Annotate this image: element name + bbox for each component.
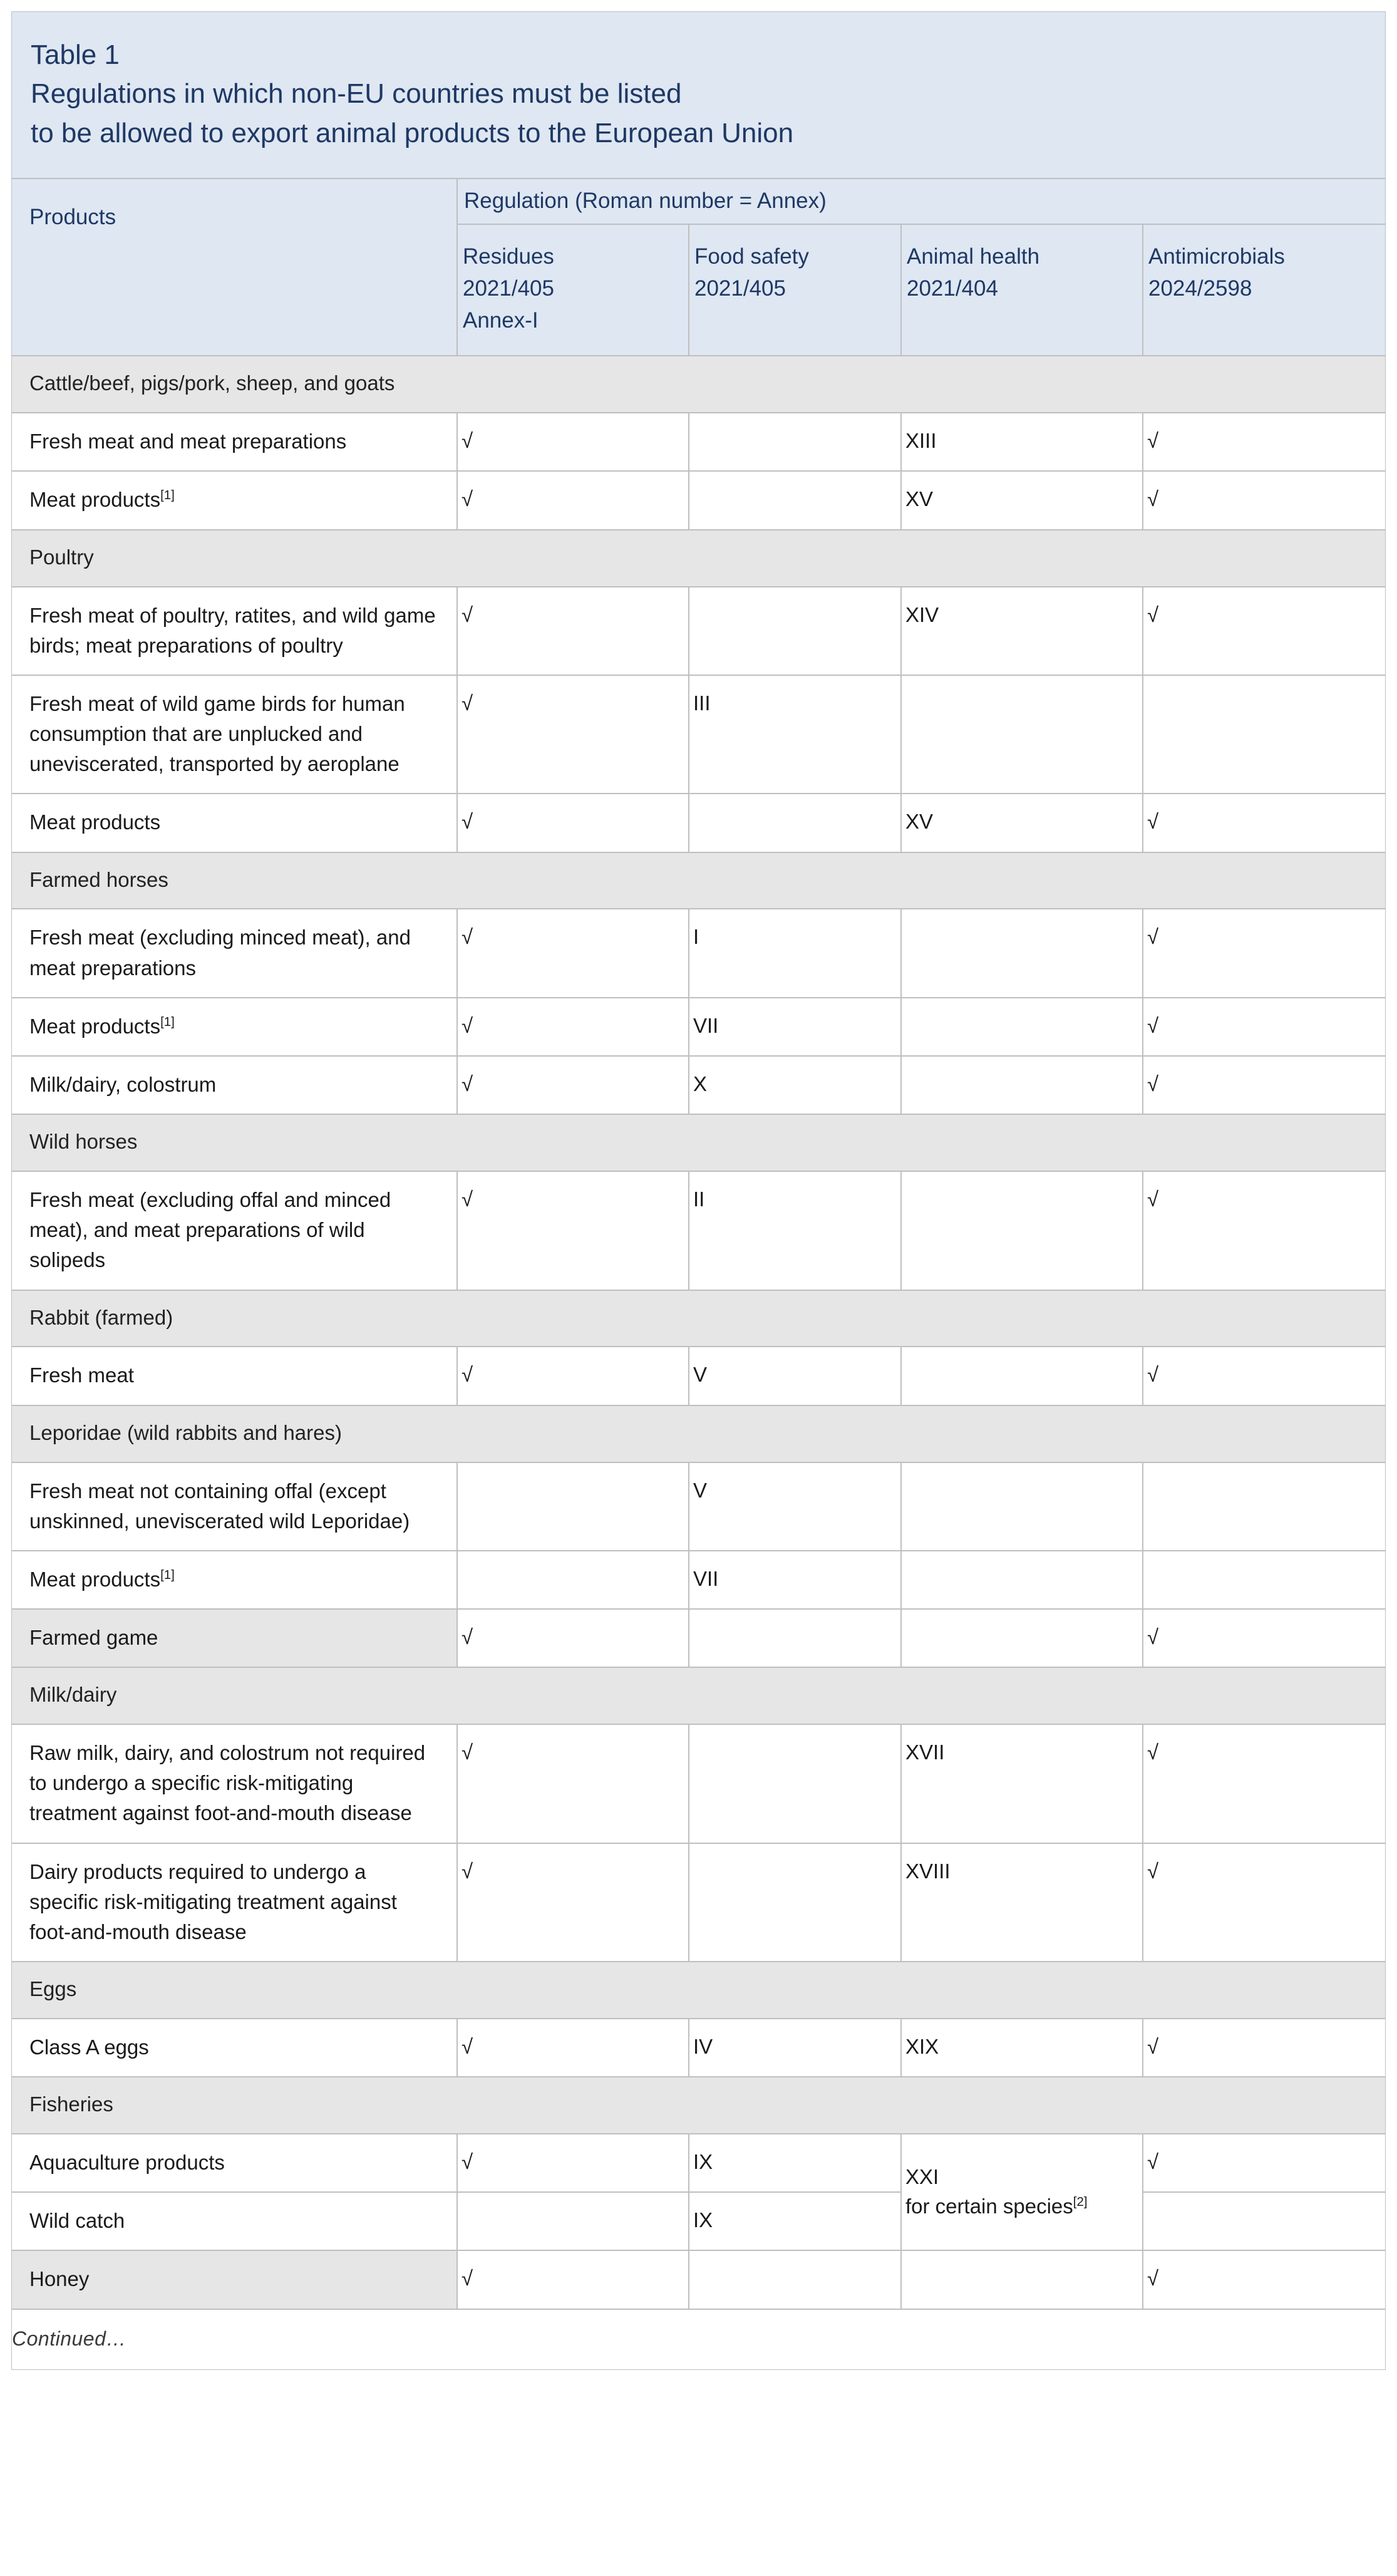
cell-antimicrobials (1143, 587, 1386, 675)
product-cell (11, 1724, 457, 1843)
cell-value: IX (693, 2208, 713, 2232)
column-header-line: Residues (463, 244, 554, 269)
product-label: Wild catch (29, 2209, 125, 2233)
cell-value: √ (461, 1013, 473, 1037)
cell-value: √ (461, 487, 473, 511)
product-label: Fresh meat of wild game birds for human consumption that are unplucked and uneviscerated, transported by aeroplane (29, 691, 405, 776)
cell-value: √ (1147, 2150, 1159, 2174)
cell-residues (457, 1462, 689, 1551)
column-header-line: 2021/405 (463, 276, 554, 301)
column-header-animal-health (901, 224, 1143, 356)
cell-value: √ (461, 1859, 473, 1883)
cell-value: XV (905, 487, 934, 511)
cell-value: √ (1147, 2267, 1159, 2290)
cell-value: V (693, 1363, 708, 1387)
cell-antimicrobials (1143, 1724, 1386, 1843)
cell-food-safety (689, 413, 901, 471)
cell-value: √ (461, 2035, 473, 2058)
table-row (11, 1724, 1386, 1843)
cell-value: √ (1147, 487, 1159, 511)
cell-residues (457, 413, 689, 471)
cell-value: √ (461, 925, 473, 949)
cell-residues (457, 1171, 689, 1290)
table-row (11, 413, 1386, 471)
product-cell (11, 2019, 457, 2077)
cell-residues (457, 998, 689, 1056)
cell-animal-health (901, 1609, 1143, 1667)
column-header-food-safety (689, 224, 901, 356)
product-label: Meat products (29, 810, 161, 834)
cell-residues (457, 2134, 689, 2192)
product-cell (11, 471, 457, 529)
table-row (11, 1462, 1386, 1551)
table-footer-row (11, 2309, 1386, 2370)
cell-value: √ (1147, 1363, 1159, 1387)
cell-residues (457, 1609, 689, 1667)
section-label: Eggs (11, 1962, 1386, 2019)
cell-food-safety (689, 675, 901, 794)
cell-animal-health (901, 1462, 1143, 1551)
regulations-table (11, 11, 1386, 2370)
product-label: Meat products (29, 1014, 161, 1038)
cell-value: IX (693, 2150, 713, 2174)
cell-residues (457, 2250, 689, 2309)
product-cell (11, 1462, 457, 1551)
cell-value: XXI (905, 2165, 939, 2188)
section-header-row (11, 1405, 1386, 1462)
product-cell (11, 1843, 457, 1962)
cell-antimicrobials (1143, 2250, 1386, 2309)
product-label: Farmed game (29, 1626, 158, 1650)
continued-label: Continued… (11, 2309, 1386, 2370)
table-title-row (11, 11, 1386, 178)
product-cell (11, 1056, 457, 1114)
cell-value: √ (1147, 429, 1159, 453)
cell-antimicrobials (1143, 2019, 1386, 2077)
cell-value: √ (1147, 1625, 1159, 1649)
column-header-line: Antimicrobials (1148, 244, 1285, 269)
cell-food-safety (689, 1462, 901, 1551)
cell-residues (457, 1347, 689, 1405)
product-cell (11, 1609, 457, 1667)
product-cell (11, 1347, 457, 1405)
header-group-row (11, 178, 1386, 224)
cell-value: √ (1147, 1859, 1159, 1883)
product-label: Aquaculture products (29, 2151, 225, 2175)
cell-residues (457, 471, 689, 529)
cell-value: √ (461, 1625, 473, 1649)
column-header-line: 2021/404 (907, 276, 998, 301)
cell-antimicrobials (1143, 1551, 1386, 1609)
cell-antimicrobials (1143, 1171, 1386, 1290)
product-cell (11, 675, 457, 794)
section-label: Cattle/beef, pigs/pork, sheep, and goats (11, 356, 1386, 413)
product-cell (11, 909, 457, 997)
cell-food-safety (689, 587, 901, 675)
product-label: Fresh meat not containing offal (except unskinned, uneviscerated wild Leporidae) (29, 1479, 410, 1533)
cell-antimicrobials (1143, 2192, 1386, 2250)
cell-value: √ (461, 1072, 473, 1095)
cell-value: I (693, 925, 699, 949)
cell-value: V (693, 1478, 708, 1502)
product-label: Fresh meat of poultry, ratites, and wild game birds; meat preparations of poultry (29, 603, 436, 657)
table-row (11, 2134, 1386, 2192)
cell-value: √ (461, 1741, 473, 1764)
product-cell (11, 998, 457, 1056)
column-header-line: Food safety (694, 244, 809, 269)
cell-value: √ (1147, 603, 1159, 626)
cell-residues (457, 1551, 689, 1609)
cell-food-safety (689, 909, 901, 997)
cell-value: III (693, 691, 711, 715)
cell-value: XV (905, 810, 934, 834)
cell-food-safety (689, 1056, 901, 1114)
cell-value: √ (461, 1363, 473, 1387)
table-row (11, 998, 1386, 1056)
cell-value: √ (1147, 1013, 1159, 1037)
cell-antimicrobials (1143, 471, 1386, 529)
cell-animal-health (901, 675, 1143, 794)
section-header-row (11, 2077, 1386, 2134)
cell-animal-health (901, 1171, 1143, 1290)
cell-residues (457, 1056, 689, 1114)
cell-residues (457, 1724, 689, 1843)
cell-value: √ (461, 2267, 473, 2290)
cell-food-safety (689, 1171, 901, 1290)
section-header-row (11, 1667, 1386, 1724)
table-row (11, 1347, 1386, 1405)
cell-animal-health (901, 2134, 1143, 2250)
cell-value: XIX (905, 2035, 939, 2058)
table-title-line-3: to be allowed to export animal products to the European Union (31, 117, 794, 148)
cell-food-safety (689, 471, 901, 529)
column-header-line: Annex-I (463, 308, 539, 333)
section-header-row (11, 1962, 1386, 2019)
cell-antimicrobials (1143, 794, 1386, 852)
cell-value: II (693, 1187, 705, 1211)
cell-value: √ (1147, 810, 1159, 834)
table-row (11, 675, 1386, 794)
section-header-row (11, 530, 1386, 587)
section-header-row (11, 1114, 1386, 1171)
cell-value: √ (1147, 2035, 1159, 2058)
product-label: Raw milk, dairy, and colostrum not required to undergo a specific risk-mitigating treatment against foot-and-mouth disease (29, 1741, 426, 1825)
cell-value: √ (1147, 1072, 1159, 1095)
table-row (11, 1551, 1386, 1609)
product-label: Milk/dairy, colostrum (29, 1072, 217, 1096)
cell-animal-health (901, 2250, 1143, 2309)
cell-antimicrobials (1143, 1843, 1386, 1962)
cell-value: VII (693, 1566, 719, 1590)
cell-value: √ (461, 810, 473, 834)
product-label: Meat products (29, 1567, 161, 1591)
table-title-line-2: Regulations in which non-EU countries must be listed (31, 78, 682, 110)
cell-residues (457, 675, 689, 794)
column-header-antimicrobials (1143, 224, 1386, 356)
column-header-line: 2021/405 (694, 276, 786, 301)
cell-food-safety (689, 794, 901, 852)
product-label: Fresh meat and meat preparations (29, 430, 347, 453)
section-label: Poultry (11, 530, 1386, 587)
table-row (11, 2192, 1386, 2250)
cell-value: √ (1147, 1741, 1159, 1764)
cell-animal-health (901, 1347, 1143, 1405)
cell-value: XVII (905, 1741, 945, 1764)
cell-animal-health (901, 909, 1143, 997)
cell-food-safety (689, 2019, 901, 2077)
footnote-marker: [2] (1073, 2194, 1088, 2209)
cell-value: XVIII (905, 1859, 951, 1883)
cell-animal-health (901, 1551, 1143, 1609)
table-row (11, 2019, 1386, 2077)
cell-food-safety (689, 1843, 901, 1962)
cell-value: √ (1147, 925, 1159, 949)
cell-food-safety (689, 1347, 901, 1405)
cell-antimicrobials (1143, 998, 1386, 1056)
table-row (11, 587, 1386, 675)
section-label: Rabbit (farmed) (11, 1290, 1386, 1347)
cell-value: √ (461, 691, 473, 715)
column-header-regulation-group: Regulation (Roman number = Annex) (457, 178, 1386, 224)
cell-antimicrobials (1143, 1609, 1386, 1667)
product-label: Meat products (29, 488, 161, 512)
section-header-row (11, 1290, 1386, 1347)
product-cell (11, 587, 457, 675)
table-row (11, 1609, 1386, 1667)
table-row (11, 2250, 1386, 2309)
table-row (11, 1171, 1386, 1290)
section-label: Farmed horses (11, 852, 1386, 909)
product-cell (11, 413, 457, 471)
product-cell (11, 2192, 457, 2250)
cell-animal-health (901, 1843, 1143, 1962)
cell-residues (457, 794, 689, 852)
cell-value: √ (461, 429, 473, 453)
footnote-marker: [1] (160, 1014, 175, 1029)
section-header-row (11, 852, 1386, 909)
column-header-residues (457, 224, 689, 356)
cell-value: √ (461, 603, 473, 626)
cell-antimicrobials (1143, 909, 1386, 997)
section-header-row (11, 356, 1386, 413)
column-header-products: Products (11, 178, 457, 356)
section-label: Leporidae (wild rabbits and hares) (11, 1405, 1386, 1462)
cell-animal-health (901, 1056, 1143, 1114)
footnote-marker: [1] (160, 488, 175, 503)
cell-food-safety (689, 998, 901, 1056)
cell-value: X (693, 1072, 708, 1095)
cell-value: √ (461, 1187, 473, 1211)
cell-food-safety (689, 2134, 901, 2192)
cell-animal-health (901, 794, 1143, 852)
cell-residues (457, 2192, 689, 2250)
product-label: Fresh meat (29, 1363, 134, 1387)
product-cell (11, 2250, 457, 2309)
cell-animal-health (901, 998, 1143, 1056)
cell-food-safety (689, 2250, 901, 2309)
section-label: Fisheries (11, 2077, 1386, 2134)
cell-antimicrobials (1143, 1462, 1386, 1551)
footnote-marker: [1] (160, 1567, 175, 1582)
cell-antimicrobials (1143, 2134, 1386, 2192)
column-header-line: 2024/2598 (1148, 276, 1252, 301)
column-header-line: Animal health (907, 244, 1040, 269)
table-row (11, 1843, 1386, 1962)
cell-antimicrobials (1143, 413, 1386, 471)
cell-note: for certain species[2] (905, 2194, 1088, 2218)
product-label: Fresh meat (excluding offal and minced meat), and meat preparations of wild solipeds (29, 1188, 391, 1272)
table-number-label: Table 1 (31, 39, 120, 70)
cell-antimicrobials (1143, 675, 1386, 794)
cell-residues (457, 909, 689, 997)
product-label: Fresh meat (excluding minced meat), and meat preparations (29, 926, 411, 980)
cell-residues (457, 2019, 689, 2077)
cell-value: VII (693, 1013, 719, 1037)
product-cell (11, 794, 457, 852)
cell-animal-health (901, 413, 1143, 471)
cell-antimicrobials (1143, 1347, 1386, 1405)
cell-food-safety (689, 1551, 901, 1609)
cell-animal-health (901, 1724, 1143, 1843)
cell-value: XIII (905, 429, 937, 453)
product-cell (11, 1551, 457, 1609)
cell-animal-health (901, 587, 1143, 675)
product-cell (11, 1171, 457, 1290)
cell-value: IV (693, 2035, 713, 2058)
cell-value: √ (461, 2150, 473, 2174)
table-title (11, 11, 1386, 178)
cell-food-safety (689, 2192, 901, 2250)
cell-animal-health (901, 2019, 1143, 2077)
table-row (11, 1056, 1386, 1114)
cell-residues (457, 587, 689, 675)
table-row (11, 794, 1386, 852)
cell-value: √ (1147, 1187, 1159, 1211)
product-cell (11, 2134, 457, 2192)
product-label: Class A eggs (29, 2035, 149, 2059)
cell-value: XIV (905, 603, 939, 626)
table-row (11, 909, 1386, 997)
cell-residues (457, 1843, 689, 1962)
cell-antimicrobials (1143, 1056, 1386, 1114)
table-row (11, 471, 1386, 529)
product-label: Dairy products required to undergo a specific risk-mitigating treatment against foot-and-mouth disease (29, 1860, 397, 1943)
cell-food-safety (689, 1724, 901, 1843)
product-label: Honey (29, 2267, 90, 2291)
cell-food-safety (689, 1609, 901, 1667)
cell-animal-health (901, 471, 1143, 529)
section-label: Milk/dairy (11, 1667, 1386, 1724)
section-label: Wild horses (11, 1114, 1386, 1171)
